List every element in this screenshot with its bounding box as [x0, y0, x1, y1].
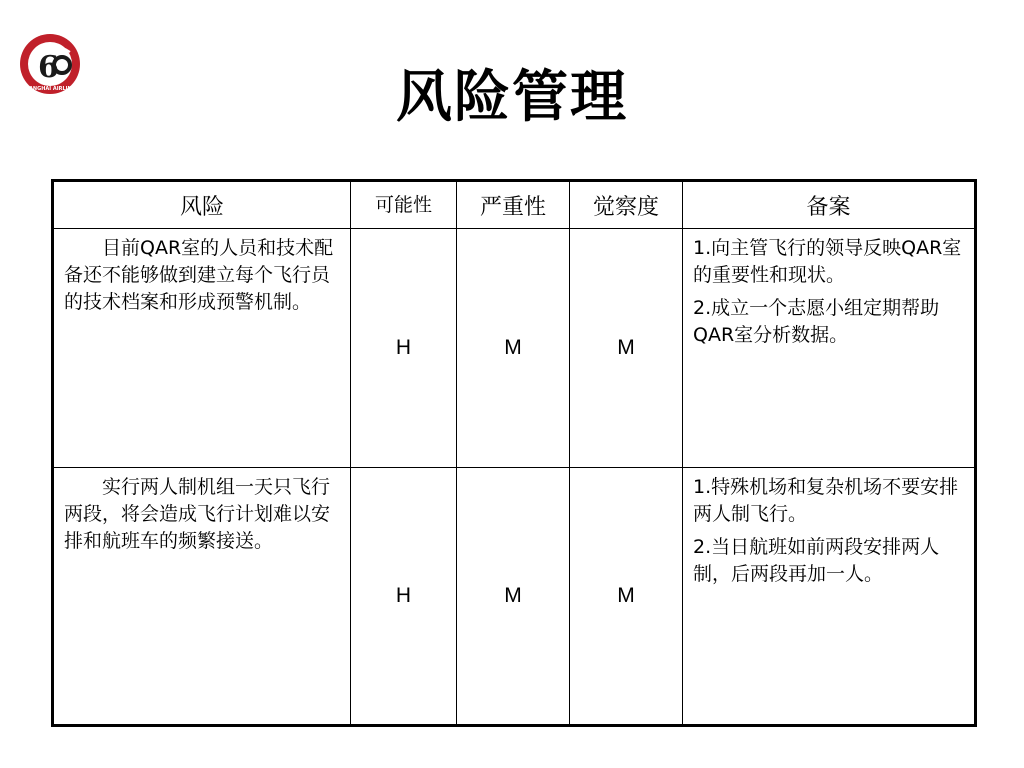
svg-text:6: 6 [38, 50, 59, 85]
plan-cell [683, 468, 976, 726]
likelihood-value: H [351, 229, 457, 468]
header-severity: 严重性 [457, 181, 570, 229]
severity-value: M [457, 229, 570, 468]
likelihood-value: H [351, 468, 457, 726]
risk-management-table [51, 179, 977, 727]
svg-text:SHANGHAI AIRLINES: SHANGHAI AIRLINES [21, 86, 79, 92]
plan-item: 1.特殊机场和复杂机场不要安排两人制飞行。 [693, 476, 959, 525]
plan-item: 1.向主管飞行的领导反映QAR室的重要性和现状。 [693, 237, 962, 286]
table-row [53, 229, 976, 468]
plan-cell [683, 229, 976, 468]
severity-value: M [457, 468, 570, 726]
header-likelihood: 可能性 [351, 181, 457, 229]
detectability-value: M [570, 468, 683, 726]
header-risk: 风险 [53, 181, 351, 229]
table-row [53, 468, 976, 726]
risk-description: 目前QAR室的人员和技术配备还不能够做到建立每个飞行员的技术档案和形成预警机制。 [53, 229, 351, 468]
page-title: 风险管理 [396, 65, 628, 130]
plan-item: 2.成立一个志愿小组定期帮助QAR室分析数据。 [693, 297, 940, 346]
risk-description: 实行两人制机组一天只飞行两段，将会造成飞行计划难以安排和航班车的频繁接送。 [53, 468, 351, 726]
table-header-row [53, 181, 976, 229]
plan-item: 2.当日航班如前两段安排两人制，后两段再加一人。 [693, 536, 940, 585]
header-detectability: 觉察度 [570, 181, 683, 229]
detectability-value: M [570, 229, 683, 468]
header-plan: 备案 [683, 181, 976, 229]
